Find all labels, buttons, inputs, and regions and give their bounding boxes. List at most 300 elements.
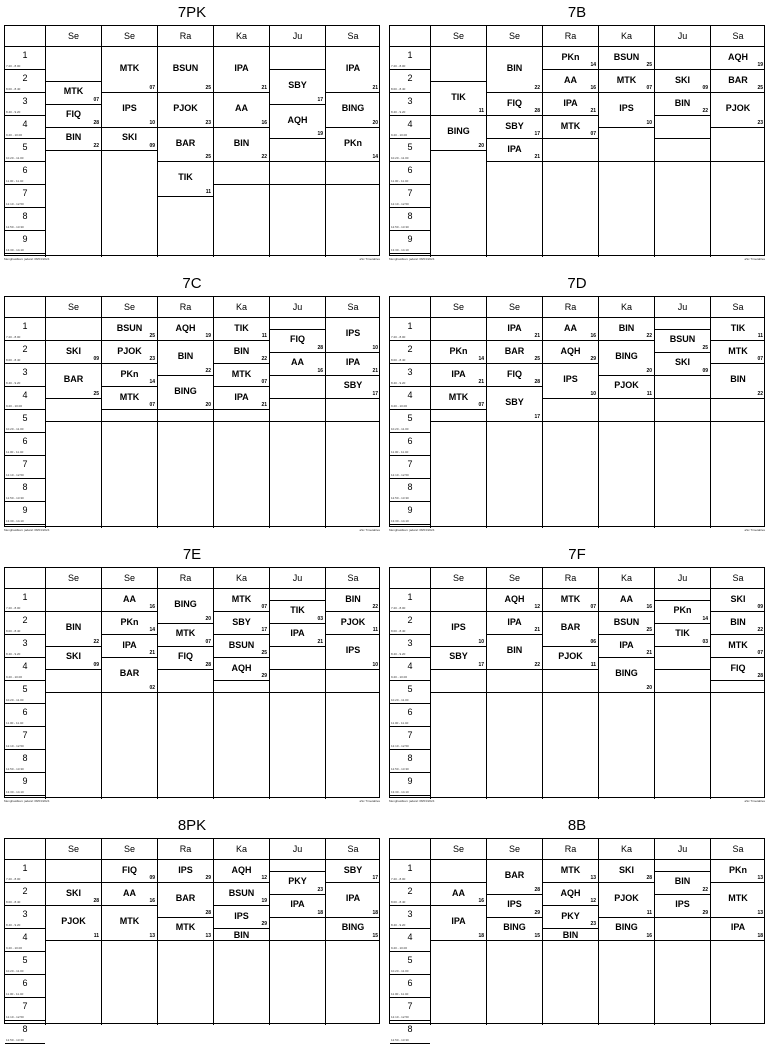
period-time: 12.10 - 12.50 [391, 1015, 409, 1019]
subject-code: IPA [563, 97, 578, 108]
period-number: 5 [22, 684, 28, 694]
day-header: Se [486, 839, 542, 860]
timetable-grid [389, 838, 765, 1042]
teacher-code: 14 [372, 154, 378, 160]
lesson-cell [214, 93, 269, 128]
footer-generated: Menghasilkan: jadwal: 08/03/2024 [389, 528, 435, 532]
teacher-code: 07 [93, 96, 99, 103]
empty-cell [46, 860, 101, 883]
period-cell [390, 658, 430, 681]
day-header: Se [486, 568, 542, 589]
lesson-cell [711, 364, 765, 399]
teacher-code: 16 [149, 898, 155, 904]
teacher-code: 14 [478, 356, 484, 362]
subject-code: SBY [288, 80, 307, 91]
period-time: 9.20 - 10.00 [391, 404, 408, 408]
teacher-code: 17 [261, 627, 267, 633]
day-column [654, 589, 710, 799]
subject-code: AA [123, 593, 136, 604]
period-time: 12.10 - 12.50 [6, 744, 24, 748]
empty-cell [487, 670, 542, 693]
empty-cell [599, 399, 654, 422]
day-column [213, 589, 269, 799]
period-time: 13.30 - 14.10 [391, 519, 409, 523]
period-cell [5, 998, 45, 1021]
subject-code: IPS [178, 864, 193, 875]
subject-code: IPA [507, 616, 522, 627]
subject-code: PJOK [61, 916, 86, 927]
teacher-code: 22 [261, 154, 267, 160]
subject-code: BING [615, 351, 638, 362]
period-cell [390, 364, 430, 387]
subject-code: BIN [233, 930, 250, 940]
period-time: 11.00 - 11.40 [6, 179, 24, 183]
teacher-code: 11 [261, 333, 267, 339]
subject-code: BIN [177, 351, 194, 362]
empty-cell [270, 318, 325, 330]
subject-code: TIK [178, 172, 193, 183]
lesson-cell [102, 93, 157, 128]
lesson-cell [543, 612, 598, 647]
day-column [542, 318, 598, 528]
subject-code: MTK [560, 593, 581, 604]
period-number: 7 [22, 459, 28, 469]
empty-cell [655, 670, 710, 693]
period-cell [390, 860, 430, 883]
subject-code: PJOK [614, 380, 639, 390]
timetable-grid [4, 838, 380, 1042]
teacher-code: 19 [205, 333, 211, 339]
lesson-cell [326, 353, 380, 376]
teacher-code: 22 [261, 356, 267, 362]
lesson-cell [655, 895, 710, 918]
period-time: 12.50 - 13.30 [391, 225, 409, 229]
lesson-cell [599, 318, 654, 341]
empty-cell [46, 47, 101, 82]
period-cell [5, 208, 45, 231]
lesson-cell [487, 860, 542, 895]
subject-code: MTK [119, 391, 140, 402]
period-number: 2 [22, 615, 28, 625]
period-cell [5, 387, 45, 410]
subject-code: BIN [345, 593, 361, 604]
teacher-code: 10 [478, 638, 484, 645]
header-corner [390, 568, 430, 589]
lesson-cell [270, 70, 325, 105]
day-header: Sa [325, 297, 380, 318]
period-cell [5, 952, 45, 975]
period-number: 8 [22, 1024, 28, 1034]
empty-cell [543, 139, 598, 162]
subject-code: FIQ [178, 651, 193, 661]
period-cell [390, 612, 430, 635]
day-header: Sa [325, 839, 380, 860]
day-header: Ju [269, 26, 325, 47]
lesson-cell [46, 105, 101, 128]
period-time: 12.10 - 12.50 [6, 473, 24, 477]
period-time: 11.00 - 11.40 [391, 721, 409, 725]
teacher-code: 28 [534, 108, 540, 114]
day-header: Ka [213, 26, 269, 47]
lesson-cell [711, 93, 765, 128]
teacher-code: 16 [317, 367, 323, 374]
lesson-cell [487, 139, 542, 162]
period-number: 6 [22, 436, 28, 446]
period-number: 6 [22, 978, 28, 988]
timetable-title: 7D [567, 275, 587, 292]
period-cell [390, 1021, 430, 1044]
teacher-code: 22 [702, 886, 708, 893]
subject-code: AA [235, 103, 248, 114]
footer-software: aSc Timetables [744, 799, 765, 803]
header-corner [5, 839, 45, 860]
subject-code: IPS [675, 899, 690, 909]
day-column [325, 47, 380, 257]
empty-cell [431, 318, 486, 341]
teacher-code: 29 [590, 356, 596, 362]
period-number: 8 [407, 211, 413, 221]
subject-code: BING [341, 922, 365, 932]
teacher-code: 17 [534, 131, 540, 137]
lesson-cell [102, 364, 157, 387]
period-time: 8.40 - 9.20 [6, 381, 21, 385]
day-column [598, 318, 654, 528]
subject-code: PKn [120, 368, 139, 379]
subject-code: BIN [233, 345, 250, 356]
teacher-code: 11 [93, 932, 99, 939]
lesson-cell [599, 341, 654, 376]
subject-code: BAR [728, 74, 748, 85]
day-column [598, 47, 654, 257]
day-header: Ju [654, 839, 710, 860]
day-column [710, 47, 765, 257]
day-column [325, 589, 380, 799]
subject-code: PKn [120, 616, 139, 627]
period-number: 1 [407, 592, 413, 602]
empty-cell [655, 918, 710, 941]
period-cell [390, 410, 430, 433]
subject-code: BIN [618, 322, 635, 333]
lesson-cell [599, 918, 654, 941]
lesson-cell [599, 883, 654, 918]
period-number: 7 [407, 1001, 413, 1011]
period-cell [5, 704, 45, 727]
period-cell [390, 906, 430, 929]
subject-code: FIQ [730, 662, 746, 673]
period-cell [5, 589, 45, 612]
subject-code: TIK [730, 322, 746, 333]
teacher-code: 16 [646, 932, 652, 939]
lesson-cell [46, 128, 101, 151]
lesson-cell [711, 918, 765, 941]
period-number: 7 [22, 1001, 28, 1011]
period-time: 10.20 - 11.00 [6, 427, 24, 431]
subject-code: IPA [730, 922, 746, 932]
period-time: 12.50 - 13.30 [6, 496, 24, 500]
teacher-code: 22 [702, 108, 708, 114]
period-time: 11.00 - 11.40 [391, 450, 409, 454]
subject-code: PKn [344, 137, 362, 148]
empty-cell [711, 399, 765, 422]
period-cell [5, 456, 45, 479]
period-time: 11.00 - 11.40 [6, 450, 24, 454]
lesson-cell [543, 589, 598, 612]
footer-generated: Menghasilkan: jadwal: 08/03/2024 [389, 257, 435, 261]
teacher-code: 28 [646, 875, 652, 881]
day-header: Se [45, 568, 101, 589]
day-column [157, 860, 213, 1025]
empty-cell [543, 670, 598, 693]
lesson-cell [326, 612, 380, 635]
teacher-code: 11 [478, 108, 484, 114]
teacher-code: 16 [478, 898, 484, 904]
period-cell [5, 318, 45, 341]
day-column [213, 47, 269, 257]
period-cell [5, 364, 45, 387]
day-header: Ra [542, 297, 598, 318]
teacher-code: 21 [534, 333, 540, 339]
period-number: 2 [22, 344, 28, 354]
empty-cell [270, 670, 325, 693]
teacher-code: 10 [646, 119, 652, 126]
teacher-code: 13 [205, 932, 211, 939]
empty-cell [270, 399, 325, 422]
empty-cell [270, 376, 325, 399]
period-time: 8.00 - 8.40 [391, 900, 406, 904]
subject-code: MTK [231, 593, 252, 604]
period-time: 7.20 - 8.00 [6, 877, 21, 881]
timetable-title: 7B [567, 4, 587, 21]
subject-code: FIQ [507, 368, 522, 379]
subject-code: IPS [345, 328, 361, 339]
period-number: 2 [22, 73, 28, 83]
lesson-cell [214, 612, 269, 635]
teacher-code: 17 [372, 875, 378, 881]
period-time: 12.50 - 13.30 [6, 225, 24, 229]
lesson-cell [711, 612, 765, 635]
subject-code: SBY [449, 651, 468, 661]
period-number: 6 [22, 165, 28, 175]
lesson-cell [431, 387, 486, 410]
period-number: 5 [22, 142, 28, 152]
lesson-cell [102, 883, 157, 906]
subject-code: SBY [232, 616, 251, 627]
lesson-cell [46, 612, 101, 647]
period-time: 9.20 - 10.00 [6, 675, 23, 679]
lesson-cell [431, 364, 486, 387]
lesson-cell [46, 906, 101, 941]
subject-code: AQH [504, 593, 525, 604]
teacher-code: 15 [372, 932, 378, 939]
day-header: Sa [710, 297, 765, 318]
timetable-grid [389, 567, 765, 798]
subject-code: PKn [561, 51, 580, 62]
subject-code: AQH [231, 864, 252, 875]
lesson-cell [599, 93, 654, 128]
subject-code: FIQ [122, 864, 137, 875]
period-number: 2 [22, 886, 28, 896]
timetable-title: 7C [182, 275, 202, 292]
subject-code: PKn [449, 345, 468, 356]
lesson-cell [487, 47, 542, 93]
lesson-cell [655, 330, 710, 353]
teacher-code: 22 [93, 142, 99, 149]
teacher-code: 16 [590, 85, 596, 91]
teacher-code: 25 [205, 85, 211, 91]
period-number: 8 [22, 211, 28, 221]
teacher-code: 14 [702, 615, 708, 622]
teacher-code: 21 [478, 379, 484, 385]
subject-code: SKI [618, 864, 634, 875]
period-time: 10.20 - 11.00 [391, 427, 409, 431]
period-time: 13.30 - 14.10 [391, 248, 409, 252]
teacher-code: 29 [702, 909, 708, 916]
lesson-cell [487, 116, 542, 139]
period-cell [390, 318, 430, 341]
lesson-cell [326, 128, 380, 163]
lesson-cell [326, 47, 380, 93]
period-cell [5, 750, 45, 773]
period-number: 3 [22, 638, 28, 648]
period-cell [390, 47, 430, 70]
subject-code: BING [174, 599, 197, 610]
subject-code: BSUN [116, 322, 143, 333]
period-cell [390, 456, 430, 479]
lesson-cell [214, 658, 269, 681]
day-header: Ju [269, 297, 325, 318]
period-cell [5, 773, 45, 796]
period-cell [5, 612, 45, 635]
subject-code: MTK [63, 86, 84, 96]
period-time: 12.50 - 13.30 [6, 1038, 24, 1042]
day-header: Ka [598, 297, 654, 318]
lesson-cell [599, 612, 654, 635]
lesson-cell [711, 883, 765, 918]
day-header: Ra [542, 26, 598, 47]
day-header: Ra [157, 568, 213, 589]
period-time: 13.30 - 14.10 [6, 248, 24, 252]
period-time: 8.40 - 9.20 [391, 923, 406, 927]
teacher-code: 28 [757, 673, 763, 679]
period-cell [5, 929, 45, 952]
subject-code: PKY [288, 876, 307, 886]
day-column [157, 318, 213, 528]
teacher-code: 20 [372, 119, 378, 126]
period-cell [5, 93, 45, 116]
lesson-cell [326, 93, 380, 128]
lesson-cell [158, 918, 213, 941]
lesson-cell [543, 47, 598, 70]
empty-cell [326, 399, 380, 422]
period-cell [5, 47, 45, 70]
teacher-code: 25 [149, 333, 155, 339]
period-time: 10.20 - 11.00 [6, 698, 24, 702]
lesson-cell [599, 70, 654, 93]
teacher-code: 18 [317, 909, 323, 916]
subject-code: IPA [290, 899, 305, 909]
period-time: 12.10 - 12.50 [391, 744, 409, 748]
period-number: 3 [407, 96, 413, 106]
empty-cell [431, 47, 486, 82]
lesson-cell [543, 70, 598, 93]
class-timetable [4, 546, 380, 806]
teacher-code: 25 [205, 154, 211, 160]
lesson-cell [158, 624, 213, 647]
period-number: 6 [22, 707, 28, 717]
empty-cell [214, 410, 269, 422]
teacher-code: 07 [261, 604, 267, 610]
teacher-code: 07 [261, 379, 267, 385]
subject-code: BIN [65, 622, 82, 633]
lesson-cell [214, 860, 269, 883]
subject-code: IPS [451, 622, 466, 633]
period-cell [5, 162, 45, 185]
period-time: 12.10 - 12.50 [6, 202, 24, 206]
period-cell [390, 773, 430, 796]
period-number: 7 [407, 730, 413, 740]
day-column [710, 860, 765, 1025]
teacher-code: 11 [590, 661, 596, 668]
period-cell [390, 589, 430, 612]
day-column [269, 318, 325, 528]
lesson-cell [543, 116, 598, 139]
period-number: 4 [407, 661, 413, 671]
period-number: 1 [22, 592, 28, 602]
subject-code: BSUN [613, 616, 640, 627]
class-timetable [389, 4, 765, 264]
teacher-code: 22 [646, 333, 652, 339]
lesson-cell [543, 929, 598, 941]
day-column [45, 589, 101, 799]
teacher-code: 23 [590, 921, 596, 927]
header-corner [390, 26, 430, 47]
period-number: 4 [22, 661, 28, 671]
subject-code: IPA [619, 639, 634, 650]
teacher-code: 09 [149, 875, 155, 881]
teacher-code: 22 [534, 85, 540, 91]
subject-code: BIN [65, 132, 82, 142]
lesson-cell [158, 589, 213, 624]
lesson-cell [102, 387, 157, 410]
day-column [101, 47, 157, 257]
period-cell [390, 208, 430, 231]
teacher-code: 11 [646, 390, 652, 397]
empty-cell [655, 399, 710, 422]
footer-software: aSc Timetables [359, 257, 380, 261]
lesson-cell [711, 70, 765, 93]
day-column [598, 860, 654, 1025]
day-header: Sa [325, 26, 380, 47]
teacher-code: 13 [757, 875, 763, 881]
teacher-code: 12 [590, 898, 596, 904]
period-number: 3 [407, 909, 413, 919]
period-cell [5, 433, 45, 456]
teacher-code: 19 [261, 898, 267, 904]
subject-code: SKI [674, 357, 690, 367]
period-number: 5 [407, 955, 413, 965]
lesson-cell [487, 895, 542, 918]
header-corner [5, 26, 45, 47]
lesson-cell [431, 82, 486, 117]
day-header: Ju [654, 568, 710, 589]
period-cell [390, 727, 430, 750]
period-time: 9.20 - 10.00 [6, 133, 23, 137]
lesson-cell [711, 589, 765, 612]
lesson-cell [599, 589, 654, 612]
empty-cell [214, 162, 269, 185]
day-header: Ra [157, 839, 213, 860]
teacher-code: 09 [93, 356, 99, 362]
